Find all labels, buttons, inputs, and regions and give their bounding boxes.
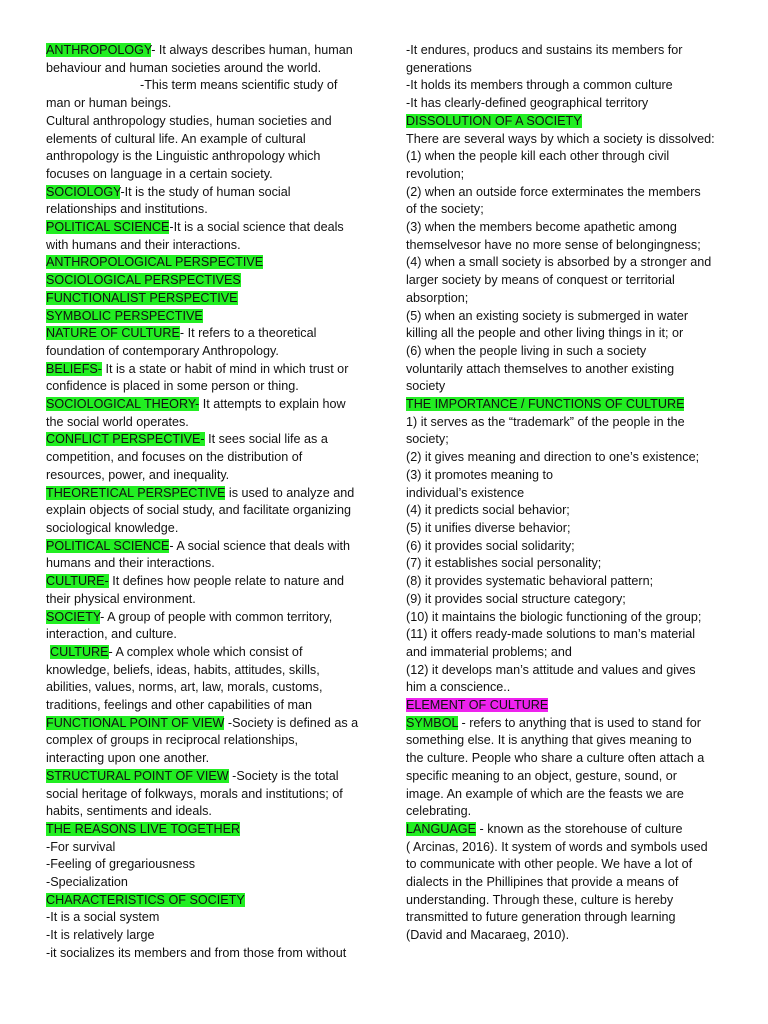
heading-line [46, 308, 368, 326]
line-text: ( Arcinas, 2016). It system of words and symbols used [406, 839, 708, 854]
heading-line [46, 219, 368, 237]
text-line [406, 343, 726, 361]
line-text: their physical environment. [46, 591, 196, 606]
highlighted-term: SYMBOLIC PERSPECTIVE [46, 308, 203, 323]
text-line [406, 520, 726, 538]
line-text: man or human beings. [46, 96, 172, 111]
highlighted-term: CHARACTERISTICS OF SOCIETY [46, 892, 245, 907]
highlighted-term: THEORETICAL PERSPECTIVE [46, 485, 226, 500]
text-line [46, 378, 368, 396]
text-line [406, 502, 726, 520]
highlighted-term: NATURE OF CULTURE [46, 326, 180, 341]
text-line [406, 378, 726, 396]
heading-line [406, 697, 726, 715]
line-text: (6) it provides social solidarity; [406, 538, 575, 553]
line-text: -For survival [46, 839, 116, 854]
line-text: competition, and focuses on the distribution of [46, 450, 303, 465]
highlighted-term: DISSOLUTION OF A SOCIETY [406, 113, 582, 128]
line-text: -it socializes its members and from those from without [46, 945, 347, 960]
text-line [46, 166, 368, 184]
line-text: him a conscience.. [406, 680, 511, 695]
line-text: (2) when an outside force exterminates the members [406, 184, 701, 199]
text-line [46, 201, 368, 219]
line-text: -It has clearly-defined geographical territory [406, 96, 649, 111]
line-text: is used to analyze and [225, 485, 355, 500]
line-text: - A group of people with common territory, [100, 609, 333, 624]
text-line [46, 449, 368, 467]
line-text: behaviour and human societies around the world. [46, 60, 322, 75]
text-line [406, 591, 726, 609]
text-line [406, 485, 726, 503]
text-line [46, 148, 368, 166]
line-text: celebrating. [406, 804, 472, 819]
line-text: generations [406, 60, 472, 75]
text-line [406, 166, 726, 184]
text-line [46, 237, 368, 255]
line-text: of the society; [406, 202, 484, 217]
text-line [406, 308, 726, 326]
line-text: 1) it serves as the “trademark” of the people in the [406, 414, 685, 429]
line-text: -It holds its members through a common culture [406, 78, 673, 93]
heading-line [46, 821, 368, 839]
heading-line [46, 609, 368, 627]
heading-line [46, 42, 368, 60]
highlighted-term: FUNCTIONALIST PERSPECTIVE [46, 290, 238, 305]
text-line [406, 131, 726, 149]
text-line [406, 803, 726, 821]
text-line [46, 414, 368, 432]
line-text: understanding. Through these, culture is hereby [406, 892, 674, 907]
line-text: revolution; [406, 166, 465, 181]
line-text: interacting upon one another. [46, 751, 210, 766]
line-text: social heritage of folkways, morals and institutions; of [46, 786, 343, 801]
text-line [406, 538, 726, 556]
line-text: - It always describes human, human [151, 43, 353, 57]
heading-line [46, 715, 368, 733]
line-text: confidence is placed in some person or thing. [46, 379, 299, 394]
line-text: image. An example of which are the feasts we are [406, 786, 684, 801]
line-text: society; [406, 432, 449, 447]
line-text: (7) it establishes social personality; [406, 556, 602, 571]
line-text: dialects in the Phillipines that provide a means of [406, 875, 679, 890]
line-text: (10) it maintains the biologic functioning of the group; [406, 609, 702, 624]
text-line [46, 502, 368, 520]
line-text: voluntarily attach themselves to another existing [406, 361, 675, 376]
highlighted-term: SYMBOL [406, 715, 459, 730]
text-line [406, 325, 726, 343]
line-text: -It is a social system [46, 910, 160, 925]
text-line [46, 467, 368, 485]
highlighted-term: CULTURE [50, 644, 109, 659]
heading-line [46, 272, 368, 290]
text-line [46, 697, 368, 715]
line-text: Cultural anthropology studies, human societies and [46, 113, 332, 128]
highlighted-term: THE REASONS LIVE TOGETHER [46, 821, 241, 836]
line-text: - A complex whole which consist of [108, 644, 303, 659]
line-text: abilities, values, norms, art, law, morals, customs, [46, 680, 323, 695]
text-line [46, 679, 368, 697]
text-line [46, 786, 368, 804]
text-line [406, 927, 726, 945]
text-line [46, 839, 368, 857]
line-text: (4) when a small society is absorbed by a stronger and [406, 255, 712, 270]
heading-line [46, 184, 368, 202]
text-line [406, 856, 726, 874]
right-column [406, 42, 726, 945]
line-text: (David and Macaraeg, 2010). [406, 928, 570, 943]
line-text: -It is relatively large [46, 928, 155, 943]
line-text: (5) it unifies diverse behavior; [406, 520, 571, 535]
line-text: and immaterial problems; and [406, 644, 572, 659]
highlighted-term: ANTHROPOLOGY [46, 43, 152, 57]
left-column [46, 42, 368, 963]
text-line [406, 662, 726, 680]
heading-line [46, 644, 368, 662]
highlighted-term: LANGUAGE [406, 821, 476, 836]
highlighted-term: SOCIETY [46, 609, 101, 624]
text-line [406, 892, 726, 910]
text-line [46, 591, 368, 609]
line-text: transmitted to future generation through learning [406, 910, 676, 925]
text-line [406, 361, 726, 379]
line-text: habits, sentiments and ideals. [46, 804, 212, 819]
line-text: (9) it provides social structure category; [406, 591, 626, 606]
line-text: something else. It is anything that gives meaning to [406, 733, 692, 748]
line-text: -Specialization [46, 875, 128, 890]
text-line [406, 95, 726, 113]
text-line [46, 343, 368, 361]
line-text: -It is a social science that deals [169, 220, 344, 235]
heading-line [46, 361, 368, 379]
text-line [406, 874, 726, 892]
text-line [406, 768, 726, 786]
text-line [46, 909, 368, 927]
heading-line [46, 325, 368, 343]
highlighted-term: FUNCTIONAL POINT OF VIEW [46, 715, 225, 730]
text-line [46, 750, 368, 768]
highlighted-term: POLITICAL SCIENCE [46, 538, 170, 553]
line-text: -Society is defined as a [224, 715, 359, 730]
line-text: -Society is the total [228, 768, 339, 783]
line-text: explain objects of social study, and facilitate organizing [46, 503, 351, 518]
line-text: - It refers to a theoretical [179, 326, 317, 341]
heading-line [46, 768, 368, 786]
heading-line [406, 715, 726, 733]
line-text: (12) it develops man’s attitude and values and gives [406, 662, 696, 677]
line-text: (5) when an existing society is submerged in water [406, 308, 689, 323]
text-line [406, 467, 726, 485]
heading-line [46, 254, 368, 272]
line-text: anthropology is the Linguistic anthropology which [46, 149, 321, 164]
text-line [406, 679, 726, 697]
text-line [46, 874, 368, 892]
line-text: - refers to anything that is used to stand for [458, 715, 701, 730]
highlighted-term: ELEMENT OF CULTURE [406, 698, 549, 713]
heading-line [46, 396, 368, 414]
text-line [406, 237, 726, 255]
heading-line [46, 290, 368, 308]
line-text: the culture. People who share a culture often attach a [406, 751, 705, 766]
text-line [46, 662, 368, 680]
text-line [406, 732, 726, 750]
line-text: larger society by means of conquest or territorial [406, 273, 675, 288]
line-text: (4) it predicts social behavior; [406, 503, 570, 518]
line-text: themselvesor have no more sense of belongingness; [406, 237, 701, 252]
heading-line [46, 892, 368, 910]
line-text: relationships and institutions. [46, 202, 208, 217]
line-text: absorption; [406, 290, 469, 305]
line-text: knowledge, beliefs, ideas, habits, attitudes, skills, [46, 662, 320, 677]
heading-line [406, 396, 726, 414]
highlighted-term: CULTURE- [46, 574, 109, 589]
line-text: (1) when the people kill each other through civil [406, 149, 670, 164]
line-text: foundation of contemporary Anthropology. [46, 343, 279, 358]
line-text: -It is the study of human social [120, 184, 291, 199]
text-line [46, 555, 368, 573]
highlighted-term: THE IMPORTANCE / FUNCTIONS OF CULTURE [406, 397, 685, 412]
text-line [406, 60, 726, 78]
line-text: (3) it promotes meaning to [406, 467, 553, 482]
text-line [406, 644, 726, 662]
line-text: It defines how people relate to nature and [108, 574, 344, 589]
heading-line [406, 821, 726, 839]
highlighted-term: ANTHROPOLOGICAL PERSPECTIVE [46, 255, 264, 270]
line-text: traditions, feelings and other capabilities of man [46, 698, 313, 713]
text-line [406, 786, 726, 804]
line-text: -Feeling of gregariousness [46, 857, 196, 872]
highlighted-term: POLITICAL SCIENCE [46, 220, 170, 235]
text-line [46, 520, 368, 538]
text-line [46, 732, 368, 750]
line-text: humans and their interactions. [46, 556, 215, 571]
line-text: to communicate with other people. We have a lot of [406, 857, 693, 872]
text-line [46, 626, 368, 644]
text-line [406, 254, 726, 272]
text-line [406, 290, 726, 308]
line-text: resources, power, and inequality. [46, 467, 230, 482]
text-line [406, 626, 726, 644]
highlighted-term: SOCIOLOGY [46, 184, 121, 199]
line-text: (2) it gives meaning and direction to one’s existence; [406, 450, 700, 465]
line-text: It is a state or habit of mind in which trust or [102, 361, 349, 376]
text-line [46, 131, 368, 149]
heading-line [46, 538, 368, 556]
text-line [406, 201, 726, 219]
text-line [406, 42, 726, 60]
text-line [406, 573, 726, 591]
line-text: interaction, and culture. [46, 627, 177, 642]
line-text: (3) when the members become apathetic among [406, 220, 677, 235]
heading-line [46, 431, 368, 449]
line-text: It attempts to explain how [199, 397, 346, 412]
line-text: - known as the storehouse of culture [476, 821, 683, 836]
line-text: -It endures, producs and sustains its members for [406, 43, 683, 57]
heading-line [406, 113, 726, 131]
text-line [406, 272, 726, 290]
line-text: elements of cultural life. An example of cultural [46, 131, 306, 146]
line-text: (6) when the people living in such a society [406, 343, 647, 358]
line-text: It sees social life as a [204, 432, 328, 447]
heading-line [46, 573, 368, 591]
text-line [46, 113, 368, 131]
line-text: (11) it offers ready-made solutions to man’s material [406, 627, 696, 642]
line-text: individual’s existence [406, 485, 525, 500]
line-text: killing all the people and other living things in it; or [406, 326, 684, 341]
highlighted-term: BELIEFS- [46, 361, 102, 376]
highlighted-term: STRUCTURAL POINT OF VIEW [46, 768, 229, 783]
line-text: sociological knowledge. [46, 520, 179, 535]
text-line [46, 803, 368, 821]
text-line [406, 184, 726, 202]
line-text: -This term means scientific study of [140, 78, 338, 93]
text-line [46, 77, 368, 95]
text-line [406, 909, 726, 927]
text-line [46, 95, 368, 113]
text-line [406, 449, 726, 467]
text-line [406, 77, 726, 95]
text-line [406, 219, 726, 237]
line-text: - A social science that deals with [169, 538, 351, 553]
line-text: society [406, 379, 446, 394]
text-line [46, 856, 368, 874]
highlighted-term: SOCIOLOGICAL PERSPECTIVES [46, 273, 241, 288]
text-line [406, 431, 726, 449]
text-line [46, 927, 368, 945]
line-text: with humans and their interactions. [46, 237, 241, 252]
text-line [406, 414, 726, 432]
text-line [406, 148, 726, 166]
line-text: the social world operates. [46, 414, 189, 429]
text-line [406, 750, 726, 768]
highlighted-term: SOCIOLOGICAL THEORY- [46, 397, 200, 412]
highlighted-term: CONFLICT PERSPECTIVE- [46, 432, 205, 447]
line-text: specific meaning to an object, gesture, sound, or [406, 768, 677, 783]
text-line [406, 609, 726, 627]
text-line [46, 60, 368, 78]
line-text: There are several ways by which a society is dissolved: [406, 131, 715, 146]
text-line [406, 555, 726, 573]
text-line [46, 945, 368, 963]
text-line [406, 839, 726, 857]
heading-line [46, 485, 368, 503]
line-text: (8) it provides systematic behavioral pattern; [406, 574, 654, 589]
line-text: complex of groups in reciprocal relationships, [46, 733, 298, 748]
line-text: focuses on language in a certain society. [46, 166, 273, 181]
